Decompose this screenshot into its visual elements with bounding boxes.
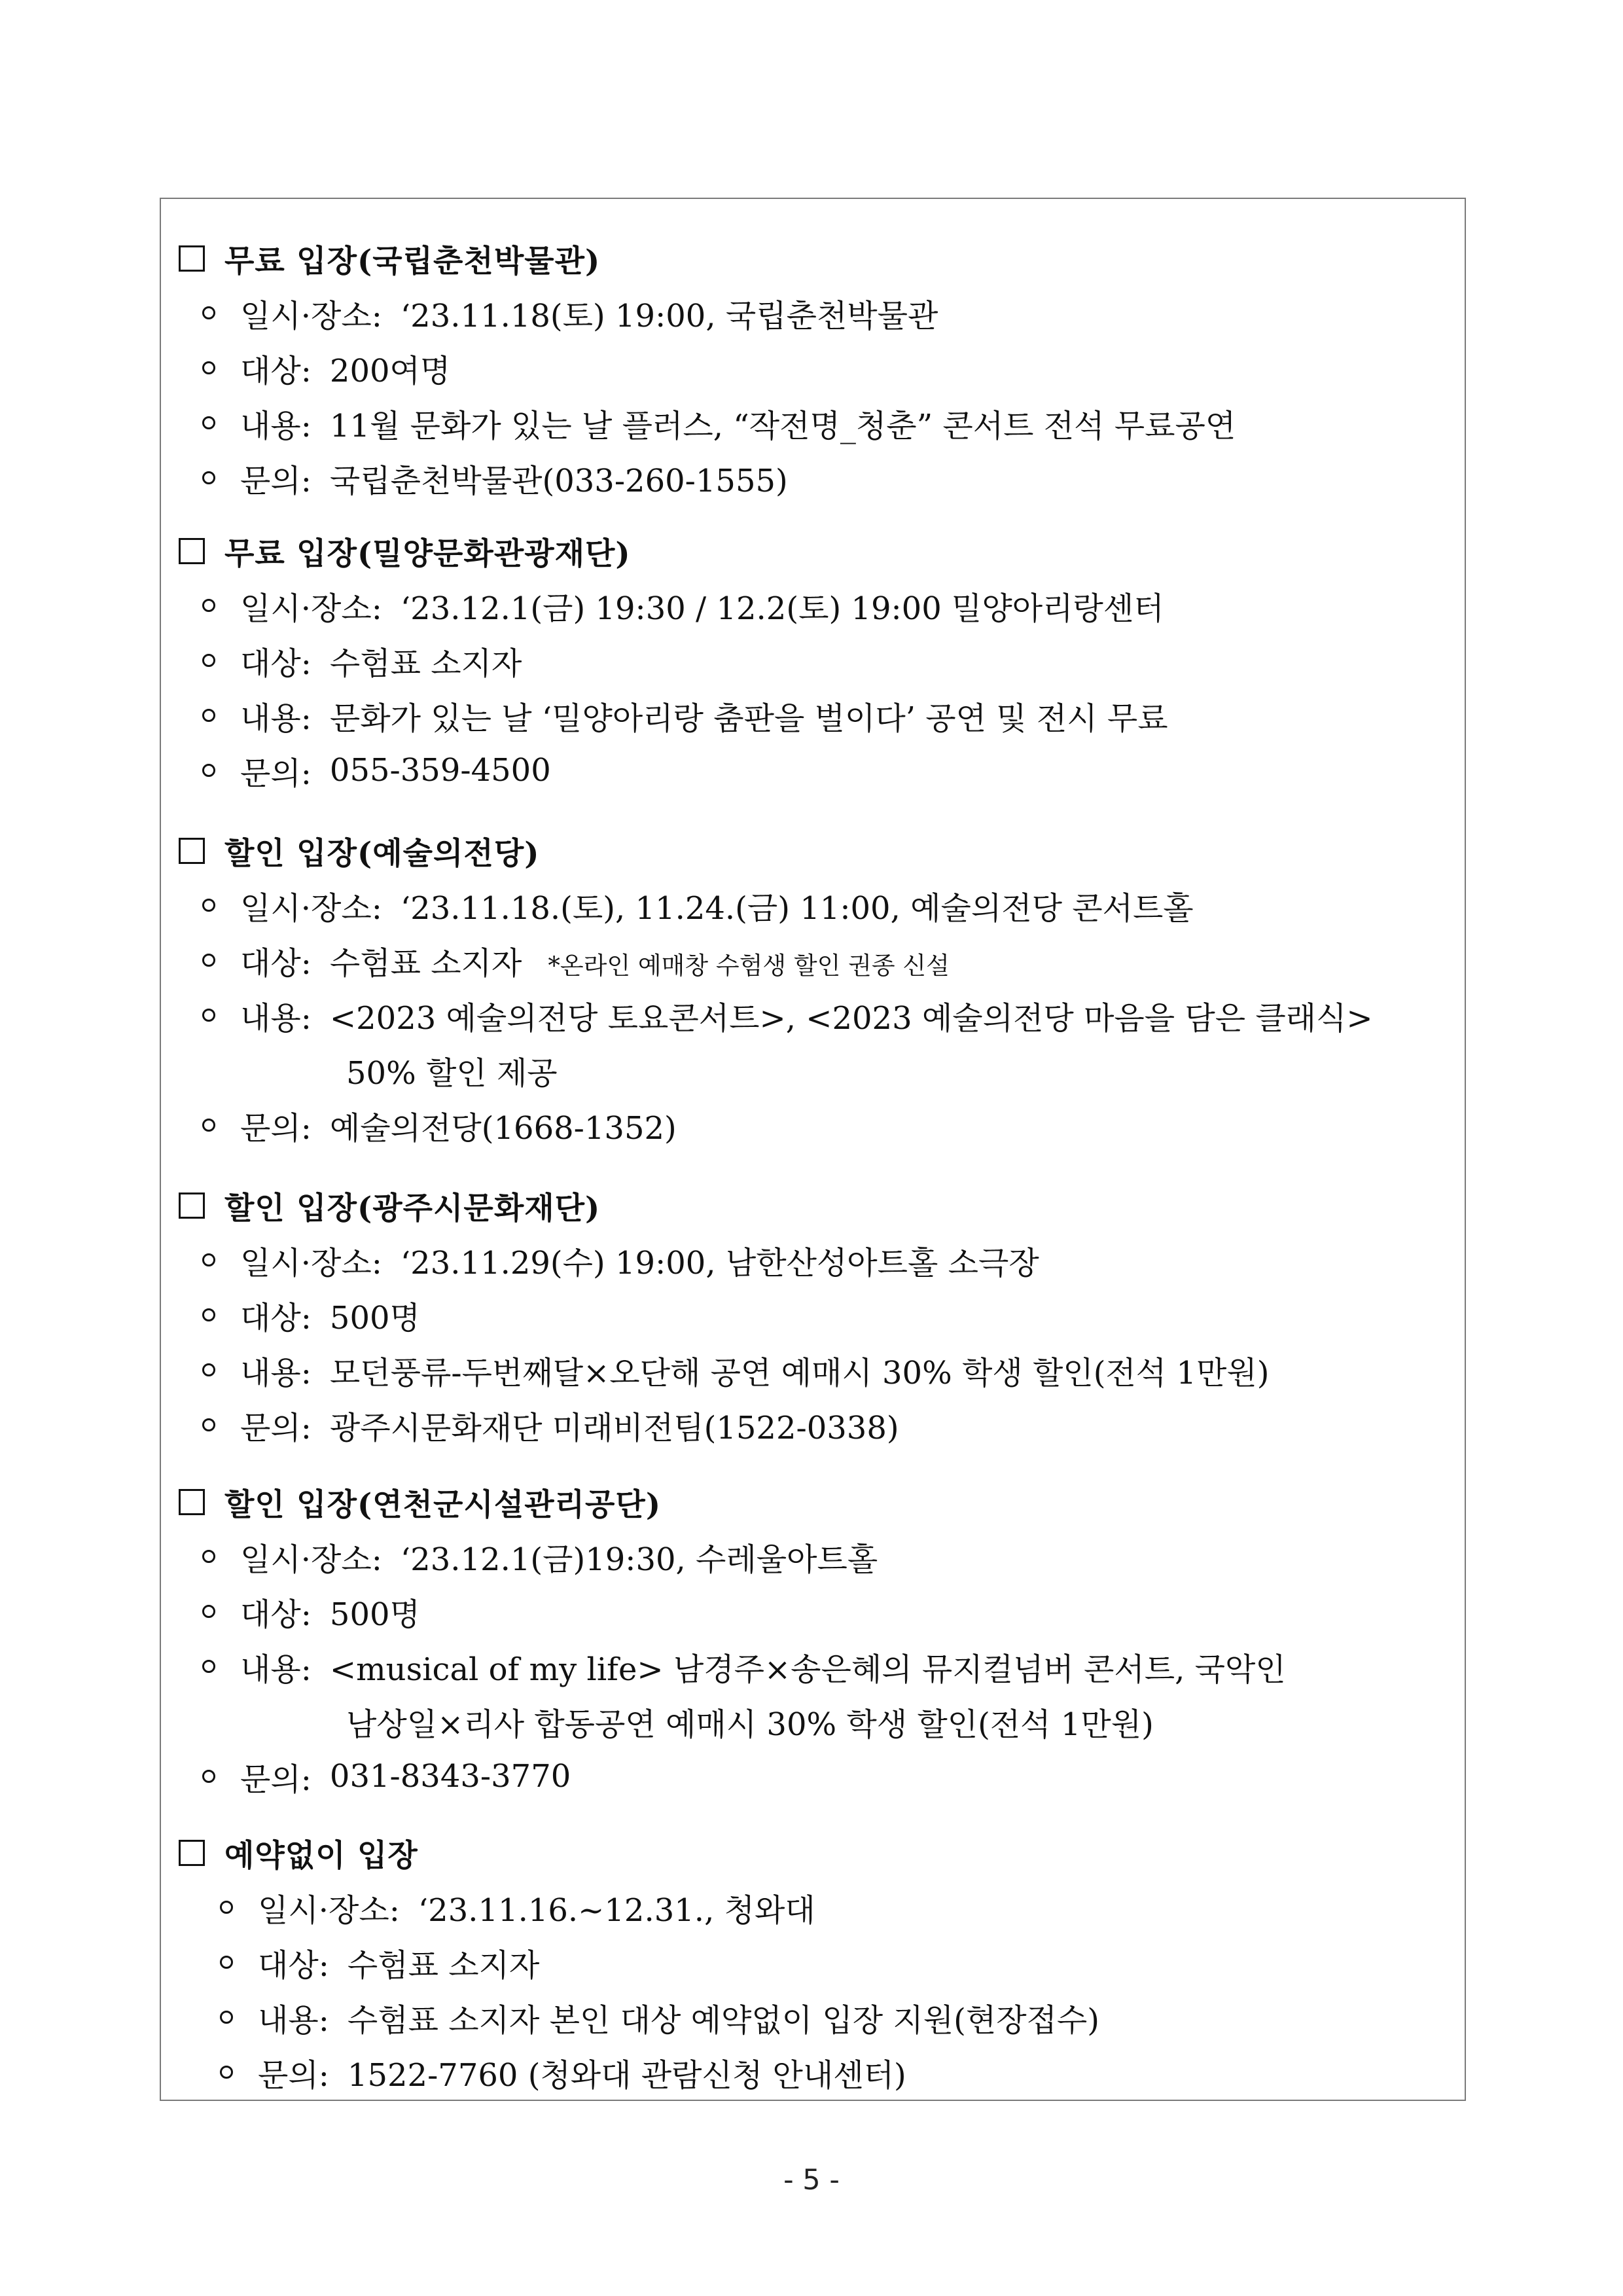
item-label: 문의: (240, 1761, 312, 1798)
item-value: 500명 (329, 1299, 420, 1336)
square-bullet-icon (179, 1193, 205, 1219)
detail-item (161, 340, 1465, 395)
detail-item (161, 1639, 1465, 1694)
section-discount-arts-center (161, 824, 1465, 1153)
detail-item (161, 1397, 1465, 1452)
item-value: 055-359-4500 (329, 752, 551, 789)
section-heading (161, 1179, 1465, 1232)
circle-bullet-icon (220, 2011, 233, 2024)
detail-item (161, 1342, 1465, 1397)
square-bullet-icon (179, 538, 205, 564)
section-heading (161, 232, 1465, 285)
item-label: 내용: (240, 1354, 312, 1391)
circle-bullet-icon (202, 416, 215, 429)
item-value: 모던풍류-두번째달×오단해 공연 예매시 30% 학생 할인(전석 1만원) (329, 1354, 1270, 1391)
circle-bullet-icon (202, 306, 215, 319)
item-label: 대상: (240, 944, 312, 982)
item-value: ‘23.11.18(토) 19:00, 국립춘천박물관 (400, 297, 938, 334)
item-continuation: 남상일×리사 합동공연 예매시 30% 학생 할인(전석 1만원) (346, 1706, 1154, 1743)
item-value: 수험표 소지자 (347, 1946, 540, 1984)
detail-item (161, 1749, 1465, 1804)
section-discount-gwangju-foundation (161, 1179, 1465, 1452)
section-heading (161, 824, 1465, 878)
detail-item (161, 1990, 1465, 2045)
item-label: 일시·장소: (240, 1541, 382, 1578)
item-label: 내용: (240, 999, 312, 1037)
item-label: 대상: (240, 645, 312, 682)
detail-item (161, 933, 1465, 988)
item-label: 대상: (240, 352, 312, 389)
circle-bullet-icon (202, 654, 215, 667)
item-value: <2023 예술의전당 토요콘서트>, <2023 예술의전당 마음을 담은 클래식> (329, 999, 1373, 1037)
item-label: 일시·장소: (240, 889, 382, 927)
heading-text: 할인 입장(연천군시설관리공단) (224, 1486, 662, 1523)
item-value: ‘23.11.29(수) 19:00, 남한산성아트홀 소극장 (400, 1244, 1039, 1282)
section-free-chuncheon-museum (161, 232, 1465, 505)
detail-item (161, 633, 1465, 688)
item-value (330, 938, 950, 983)
circle-bullet-icon (202, 954, 215, 967)
heading-text: 예약없이 입장 (224, 1837, 418, 1874)
item-label: 일시·장소: (240, 1244, 382, 1282)
detail-item (161, 1098, 1465, 1153)
item-value: <musical of my life> 남경주×송은혜의 뮤지컬넘버 콘서트, 국악인 (329, 1651, 1286, 1688)
item-label: 대상: (258, 1946, 329, 1984)
detail-item (161, 1935, 1465, 1990)
circle-bullet-icon (220, 2066, 233, 2079)
detail-item (161, 1880, 1465, 1935)
item-label: 문의: (258, 2056, 329, 2094)
item-label: 일시·장소: (240, 297, 382, 334)
page-number: - 5 - (783, 2164, 840, 2197)
detail-item (161, 395, 1465, 450)
circle-bullet-icon (220, 1901, 233, 1914)
item-value: ‘23.11.16.~12.31., 청와대 (418, 1892, 815, 1929)
circle-bullet-icon (202, 1308, 215, 1321)
item-value: 문화가 있는 날 ‘밀양아리랑 춤판을 벌이다’ 공연 및 전시 무료 (329, 700, 1168, 737)
item-value-text: 수험표 소지자 (329, 944, 522, 982)
square-bullet-icon (179, 1840, 205, 1866)
heading-text: 할인 입장(광주시문화재단) (224, 1190, 601, 1227)
detail-item (161, 1232, 1465, 1287)
circle-bullet-icon (202, 1605, 215, 1618)
circle-bullet-icon (202, 899, 215, 912)
item-value: 수험표 소지자 본인 대상 예약없이 입장 지원(현장접수) (347, 2001, 1100, 2039)
item-note: *온라인 예매창 수험생 할인 권종 신설 (548, 951, 950, 980)
item-value: 예술의전당(1668-1352) (329, 1109, 677, 1147)
circle-bullet-icon (202, 361, 215, 374)
detail-item (161, 988, 1465, 1043)
item-label: 일시·장소: (258, 1892, 400, 1929)
item-label: 내용: (258, 2001, 329, 2039)
circle-bullet-icon (202, 1009, 215, 1022)
item-label: 문의: (240, 755, 312, 792)
item-label: 대상: (240, 1596, 312, 1633)
circle-bullet-icon (202, 1550, 215, 1563)
item-value: 수험표 소지자 (329, 645, 522, 682)
circle-bullet-icon (202, 1119, 215, 1132)
circle-bullet-icon (202, 1660, 215, 1673)
item-value: ‘23.11.18.(토), 11.24.(금) 11:00, 예술의전당 콘서트홀 (400, 889, 1194, 927)
section-heading (161, 524, 1465, 578)
section-heading (161, 1826, 1465, 1880)
detail-item (161, 1529, 1465, 1584)
section-free-miryang-foundation (161, 524, 1465, 798)
item-label: 문의: (240, 1409, 312, 1446)
detail-item (161, 578, 1465, 633)
square-bullet-icon (179, 245, 205, 272)
item-label: 대상: (240, 1299, 312, 1336)
section-no-reservation-entry (161, 1826, 1465, 2100)
item-label: 내용: (240, 700, 312, 737)
detail-item (161, 2045, 1465, 2100)
item-label: 문의: (240, 462, 312, 499)
detail-item (161, 1584, 1465, 1639)
detail-item (161, 1287, 1465, 1342)
detail-item (161, 743, 1465, 798)
circle-bullet-icon (202, 1418, 215, 1431)
item-label: 일시·장소: (240, 590, 382, 627)
circle-bullet-icon (202, 764, 215, 777)
circle-bullet-icon (220, 1956, 233, 1969)
item-value: 500명 (329, 1596, 420, 1633)
content-box (160, 198, 1466, 2101)
section-discount-yeoncheon-corporation (161, 1475, 1465, 1804)
item-continuation: 50% 할인 제공 (346, 1054, 558, 1092)
circle-bullet-icon (202, 709, 215, 722)
detail-item (161, 688, 1465, 743)
section-heading (161, 1475, 1465, 1529)
detail-item (161, 878, 1465, 933)
square-bullet-icon (179, 1489, 205, 1515)
item-label: 내용: (240, 407, 312, 444)
heading-text: 무료 입장(국립춘천박물관) (224, 243, 601, 279)
item-label: 내용: (240, 1651, 312, 1688)
circle-bullet-icon (202, 471, 215, 484)
item-value: 11월 문화가 있는 날 플러스, “작전명_청춘” 콘서트 전석 무료공연 (329, 407, 1236, 444)
heading-text: 무료 입장(밀양문화관광재단) (224, 535, 631, 572)
item-value: 국립춘천박물관(033-260-1555) (329, 462, 788, 499)
item-label: 문의: (240, 1109, 312, 1147)
square-bullet-icon (179, 838, 205, 864)
detail-item (161, 450, 1465, 505)
item-value: ‘23.12.1(금) 19:30 / 12.2(토) 19:00 밀양아리랑센터 (400, 590, 1164, 627)
item-value: ‘23.12.1(금)19:30, 수레울아트홀 (400, 1541, 878, 1578)
circle-bullet-icon (202, 1363, 215, 1376)
detail-item (161, 285, 1465, 340)
item-value: 200여명 (329, 352, 451, 389)
circle-bullet-icon (202, 599, 215, 612)
circle-bullet-icon (202, 1253, 215, 1266)
item-value: 1522-7760 (청와대 관람신청 안내센터) (347, 2056, 906, 2094)
item-value: 031-8343-3770 (329, 1758, 571, 1795)
item-value: 광주시문화재단 미래비전팀(1522-0338) (329, 1409, 899, 1446)
heading-text: 할인 입장(예술의전당) (224, 835, 540, 872)
circle-bullet-icon (202, 1770, 215, 1783)
